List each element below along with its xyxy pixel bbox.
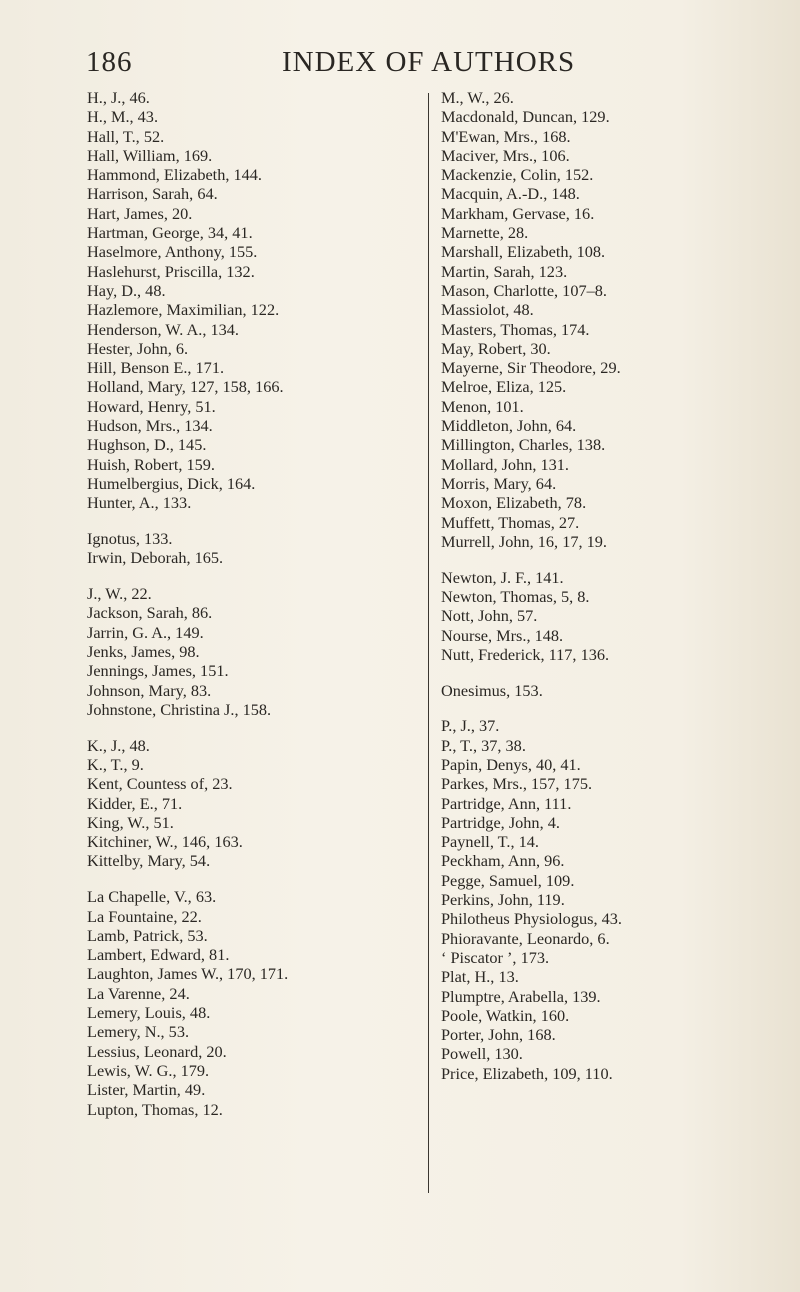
index-entry: Henderson, W. A., 134. <box>87 319 239 339</box>
running-title: INDEX OF AUTHORS <box>282 46 576 78</box>
index-entry: H., J., 46. <box>87 88 150 107</box>
index-entry: M'Ewan, Mrs., 168. <box>441 126 571 146</box>
index-entry: Marshall, Elizabeth, 108. <box>441 242 606 262</box>
index-entry: Lewis, W. G., 179. <box>87 1060 210 1080</box>
index-entry: Lambert, Edward, 81. <box>87 945 230 965</box>
index-entry: Mackenzie, Colin, 152. <box>441 165 594 185</box>
index-entry: Macquin, A.-D., 148. <box>441 184 580 204</box>
index-entry: Nourse, Mrs., 148. <box>441 625 564 645</box>
index-entry: Hudson, Mrs., 134. <box>87 416 213 436</box>
index-entry: Mollard, John, 131. <box>441 454 569 474</box>
index-entry: Kitchiner, W., 146, 163. <box>87 832 243 852</box>
index-entry: Hall, William, 169. <box>87 145 213 165</box>
index-entry: Haslehurst, Priscilla, 132. <box>87 261 255 281</box>
index-entry: Jennings, James, 151. <box>87 661 229 681</box>
index-entry: Kidder, E., 71. <box>87 793 183 813</box>
index-entry: Lupton, Thomas, 12. <box>87 1099 223 1119</box>
index-entry: Ignotus, 133. <box>87 529 173 549</box>
index-entry: Murrell, John, 16, 17, 19. <box>441 531 607 551</box>
index-entry: Powell, 130. <box>441 1044 523 1064</box>
index-entry: Johnson, Mary, 83. <box>87 680 212 700</box>
index-entry: Peckham, Ann, 96. <box>441 851 565 871</box>
column-divider <box>428 93 429 1193</box>
index-entry: Maciver, Mrs., 106. <box>441 145 570 165</box>
index-entry: Partridge, John, 4. <box>441 812 560 832</box>
index-entry: Porter, John, 168. <box>441 1025 556 1045</box>
index-entry: Price, Elizabeth, 109, 110. <box>441 1063 613 1083</box>
index-entry: Mason, Charlotte, 107–8. <box>441 280 607 300</box>
index-column-left <box>87 88 427 1135</box>
index-entry: Johnstone, Christina J., 158. <box>87 699 272 719</box>
index-entry: Nott, John, 57. <box>441 606 538 626</box>
index-letter-group <box>441 716 781 1083</box>
index-entry: M., W., 26. <box>441 88 514 107</box>
index-entry: Hester, John, 6. <box>87 338 189 358</box>
index-entry: La Chapelle, V., 63. <box>87 887 217 907</box>
index-entry: Marnette, 28. <box>441 223 529 243</box>
index-entry: Poole, Watkin, 160. <box>441 1005 570 1025</box>
index-entry: Nutt, Frederick, 117, 136. <box>441 644 610 664</box>
index-entry: La Varenne, 24. <box>87 983 190 1003</box>
index-entry: Hay, D., 48. <box>87 280 166 300</box>
index-entry: Plat, H., 13. <box>441 967 519 987</box>
index-entry: K., J., 48. <box>87 735 150 755</box>
index-entry: Macdonald, Duncan, 129. <box>441 107 610 127</box>
index-entry: Harrison, Sarah, 64. <box>87 184 218 204</box>
index-entry: May, Robert, 30. <box>441 338 551 358</box>
index-entry: Holland, Mary, 127, 158, 166. <box>87 377 284 397</box>
index-entry: Hammond, Elizabeth, 144. <box>87 165 262 185</box>
index-entry: Morris, Mary, 64. <box>441 473 557 493</box>
index-entry: Lessius, Leonard, 20. <box>87 1041 227 1061</box>
index-entry: Papin, Denys, 40, 41. <box>441 755 581 774</box>
index-entry: King, W., 51. <box>87 812 174 832</box>
index-entry: Phioravante, Leonardo, 6. <box>441 928 610 948</box>
index-entry: Newton, Thomas, 5, 8. <box>441 586 590 606</box>
index-entry: Hazlemore, Maximilian, 122. <box>87 300 280 320</box>
index-entry: Jarrin, G. A., 149. <box>87 622 204 642</box>
index-entry: Huish, Robert, 159. <box>87 454 215 474</box>
index-entry: Muffett, Thomas, 27. <box>441 512 580 532</box>
index-letter-group <box>87 529 427 568</box>
index-letter-group <box>87 88 427 513</box>
index-entry: Pegge, Samuel, 109. <box>441 870 575 890</box>
index-entry: ‘ Piscator ’, 173. <box>441 947 550 967</box>
index-entry: Haselmore, Anthony, 155. <box>87 242 258 262</box>
index-entry: Lamb, Patrick, 53. <box>87 925 208 945</box>
index-entry: Jenks, James, 98. <box>87 642 200 662</box>
index-entry: Newton, J. F., 141. <box>441 567 564 587</box>
index-entry: Millington, Charles, 138. <box>441 435 606 455</box>
index-entry: Humelbergius, Dick, 164. <box>87 473 256 493</box>
index-column-right <box>441 88 781 1100</box>
index-entry: Hunter, A., 133. <box>87 493 192 513</box>
index-entry: Hughson, D., 145. <box>87 435 207 455</box>
index-entry: P., T., 37, 38. <box>441 735 526 755</box>
index-entry: J., W., 22. <box>87 584 152 604</box>
index-entry: Philotheus Physiologus, 43. <box>441 909 622 929</box>
index-entry: Massiolot, 48. <box>441 300 534 320</box>
index-letter-group <box>87 584 427 719</box>
index-letter-group <box>87 736 427 871</box>
page-header <box>0 46 800 86</box>
index-entry: Onesimus, 153. <box>441 680 543 700</box>
index-entry: Mayerne, Sir Theodore, 29. <box>441 358 621 378</box>
index-entry: Moxon, Elizabeth, 78. <box>441 493 587 513</box>
index-entry: Paynell, T., 14. <box>441 832 539 852</box>
index-entry: Plumptre, Arabella, 139. <box>441 986 601 1006</box>
index-entry: Middleton, John, 64. <box>441 416 577 436</box>
index-entry: La Fountaine, 22. <box>87 906 202 926</box>
index-entry: Hill, Benson E., 171. <box>87 358 225 378</box>
index-entry: Lemery, N., 53. <box>87 1022 190 1042</box>
index-letter-group <box>441 88 781 551</box>
index-entry: Lister, Martin, 49. <box>87 1080 206 1100</box>
index-entry: Irwin, Deborah, 165. <box>87 548 224 568</box>
index-entry: Jackson, Sarah, 86. <box>87 603 213 623</box>
index-entry: Partridge, Ann, 111. <box>441 793 572 813</box>
index-entry: Martin, Sarah, 123. <box>441 261 568 281</box>
index-entry: Markham, Gervase, 16. <box>441 203 595 223</box>
index-entry: Perkins, John, 119. <box>441 890 565 910</box>
index-entry: H., M., 43. <box>87 107 159 127</box>
index-entry: Lemery, Louis, 48. <box>87 1003 211 1023</box>
index-entry: Menon, 101. <box>441 396 524 416</box>
index-entry: Kittelby, Mary, 54. <box>87 851 211 871</box>
index-letter-group <box>87 887 427 1119</box>
index-letter-group <box>441 568 781 664</box>
index-entry: Melroe, Eliza, 125. <box>441 377 567 397</box>
index-entry: Howard, Henry, 51. <box>87 396 216 416</box>
index-entry: Laughton, James W., 170, 171. <box>87 964 289 984</box>
index-entry: Kent, Countess of, 23. <box>87 774 233 794</box>
index-entry: P., J., 37. <box>441 716 500 736</box>
index-entry: Hartman, George, 34, 41. <box>87 223 253 243</box>
index-entry: Parkes, Mrs., 157, 175. <box>441 774 593 794</box>
index-entry: Masters, Thomas, 174. <box>441 319 590 339</box>
index-entry: Hall, T., 52. <box>87 126 165 146</box>
index-entry: Hart, James, 20. <box>87 203 193 223</box>
index-entry: K., T., 9. <box>87 755 144 774</box>
page-number: 186 <box>86 46 133 78</box>
index-letter-group <box>441 681 781 700</box>
